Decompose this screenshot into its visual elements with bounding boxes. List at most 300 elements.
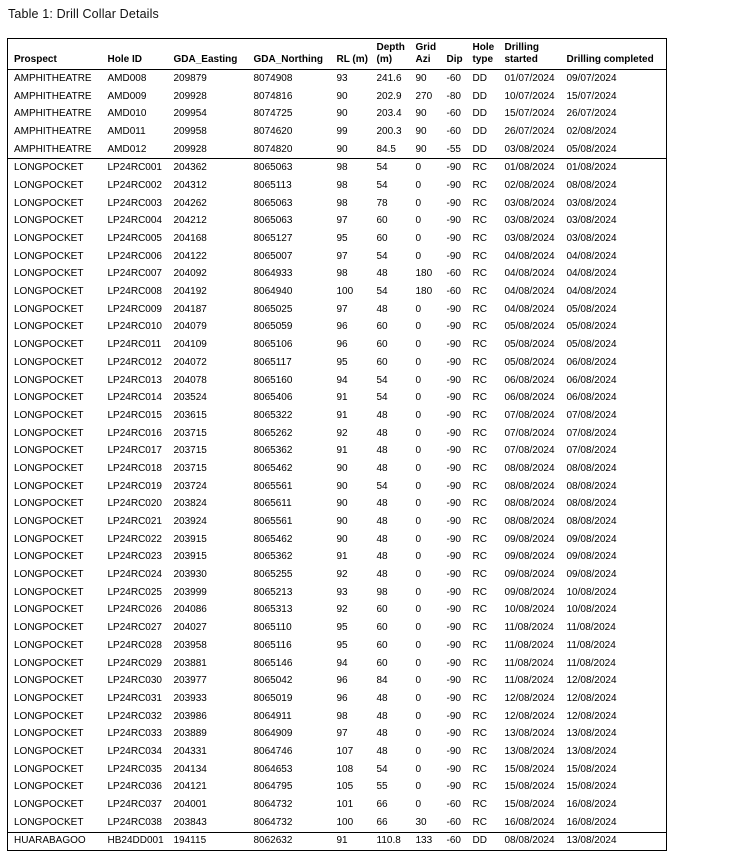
cell-hole-id: LP24RC026: [107, 604, 162, 616]
cell-depth-m: 54: [376, 250, 388, 262]
table-row: [8, 814, 667, 832]
drill-collar-table: [7, 38, 667, 851]
cell-gda-easting: 204192: [173, 286, 207, 298]
cell-drilling-completed: 08/08/2024: [566, 480, 617, 492]
cell-drilling-completed: 13/08/2024: [566, 745, 617, 757]
cell-hole-type: RC: [472, 392, 487, 404]
cell-hole-id: LP24RC017: [107, 445, 162, 457]
cell-hole-type: RC: [472, 427, 487, 439]
cell-dip: -90: [446, 551, 461, 563]
cell-gda-easting: 204086: [173, 604, 207, 616]
cell-rl-m: 98: [336, 162, 348, 174]
cell-grid-azi: 90: [415, 72, 427, 84]
cell-dip: -90: [446, 321, 461, 333]
cell-drilling-started: 12/08/2024: [504, 710, 555, 722]
table-row: [8, 531, 667, 549]
cell-gda-northing: 8074725: [253, 108, 293, 120]
cell-depth-m: 60: [376, 233, 388, 245]
cell-drilling-completed: 04/08/2024: [566, 250, 617, 262]
cell-rl-m: 91: [336, 409, 348, 421]
cell-hole-type: RC: [472, 233, 487, 245]
cell-depth-m: 60: [376, 622, 388, 634]
cell-drilling-started: 12/08/2024: [504, 692, 555, 704]
cell-grid-azi: 0: [415, 392, 422, 404]
cell-dip: -60: [446, 268, 461, 280]
cell-depth-m: 60: [376, 356, 388, 368]
cell-gda-northing: 8065063: [253, 197, 293, 209]
cell-grid-azi: 0: [415, 233, 422, 245]
cell-prospect: LONGPOCKET: [14, 586, 84, 598]
cell-dip: -90: [446, 462, 461, 474]
cell-hole-type: RC: [472, 162, 487, 174]
column-header-rl-m: RL (m): [331, 39, 371, 70]
cell-gda-northing: 8074908: [253, 72, 293, 84]
cell-gda-northing: 8065462: [253, 533, 293, 545]
cell-hole-id: LP24RC019: [107, 480, 162, 492]
cell-dip: -90: [446, 303, 461, 315]
table-row: [8, 496, 667, 514]
table-row: [8, 549, 667, 567]
cell-drilling-completed: 09/08/2024: [566, 569, 617, 581]
cell-hole-id: LP24RC036: [107, 781, 162, 793]
cell-gda-northing: 8064732: [253, 799, 293, 811]
cell-gda-northing: 8065262: [253, 427, 293, 439]
cell-drilling-started: 03/08/2024: [504, 215, 555, 227]
cell-hole-type: RC: [472, 745, 487, 757]
cell-grid-azi: 0: [415, 799, 422, 811]
cell-grid-azi: 0: [415, 162, 422, 174]
cell-depth-m: 48: [376, 710, 388, 722]
cell-hole-type: RC: [472, 763, 487, 775]
cell-grid-azi: 0: [415, 516, 422, 528]
table-row: [8, 796, 667, 814]
cell-depth-m: 203.4: [376, 108, 402, 120]
cell-drilling-started: 07/08/2024: [504, 409, 555, 421]
cell-rl-m: 97: [336, 728, 348, 740]
cell-hole-type: RC: [472, 657, 487, 669]
cell-gda-easting: 204121: [173, 781, 207, 793]
cell-gda-northing: 8065362: [253, 551, 293, 563]
cell-drilling-started: 15/07/2024: [504, 108, 555, 120]
cell-gda-easting: 204122: [173, 250, 207, 262]
cell-hole-type: RC: [472, 303, 487, 315]
cell-prospect: LONGPOCKET: [14, 286, 84, 298]
cell-dip: -90: [446, 392, 461, 404]
cell-prospect: LONGPOCKET: [14, 799, 84, 811]
cell-prospect: AMPHITHEATRE: [8, 141, 102, 159]
cell-gda-easting: 204262: [173, 197, 207, 209]
cell-gda-easting: 209954: [173, 108, 207, 120]
cell-grid-azi: 0: [415, 622, 422, 634]
cell-rl-m: 90: [336, 516, 348, 528]
cell-gda-easting: 204134: [173, 763, 207, 775]
cell-drilling-completed: 10/08/2024: [566, 604, 617, 616]
cell-dip: -90: [446, 639, 461, 651]
cell-gda-northing: 8065042: [253, 675, 293, 687]
cell-depth-m: 66: [376, 799, 388, 811]
cell-gda-northing: 8064933: [253, 268, 293, 280]
cell-drilling-started: 08/08/2024: [504, 462, 555, 474]
cell-depth-m: 48: [376, 533, 388, 545]
cell-dip: -90: [446, 409, 461, 421]
cell-grid-azi: 30: [410, 814, 441, 832]
cell-hole-type: RC: [472, 728, 487, 740]
cell-dip: -90: [446, 516, 461, 528]
cell-drilling-started: 05/08/2024: [504, 321, 555, 333]
cell-prospect: LONGPOCKET: [14, 197, 84, 209]
cell-prospect: LONGPOCKET: [14, 233, 84, 245]
cell-prospect: LONGPOCKET: [14, 179, 84, 191]
cell-depth-m: 84: [376, 675, 388, 687]
cell-grid-azi: 0: [415, 498, 422, 510]
cell-depth-m: 78: [376, 197, 388, 209]
cell-drilling-completed: 08/08/2024: [566, 498, 617, 510]
cell-depth-m: 54: [376, 480, 388, 492]
cell-drilling-completed: 03/08/2024: [566, 233, 617, 245]
cell-dip: -90: [446, 356, 461, 368]
cell-hole-type: RC: [472, 286, 487, 298]
column-header-prospect: Prospect: [8, 39, 102, 70]
cell-dip: -90: [446, 215, 461, 227]
cell-drilling-completed: 07/08/2024: [566, 445, 617, 457]
cell-hole-id: LP24RC032: [107, 710, 162, 722]
cell-prospect: LONGPOCKET: [14, 622, 84, 634]
cell-rl-m: 92: [336, 427, 348, 439]
cell-hole-type: DD: [472, 90, 487, 102]
cell-drilling-started: 06/08/2024: [504, 392, 555, 404]
cell-grid-azi: 90: [415, 108, 427, 120]
cell-prospect: LONGPOCKET: [14, 533, 84, 545]
cell-gda-northing: 8065146: [253, 657, 293, 669]
cell-drilling-started: 04/08/2024: [504, 250, 555, 262]
cell-gda-easting: 204362: [173, 162, 207, 174]
cell-prospect: LONGPOCKET: [14, 657, 84, 669]
cell-hole-id: LP24RC031: [107, 692, 162, 704]
cell-hole-type: RC: [472, 215, 487, 227]
cell-drilling-completed: 09/08/2024: [566, 533, 617, 545]
cell-gda-northing: 8065106: [253, 339, 293, 351]
cell-prospect: LONGPOCKET: [14, 551, 84, 563]
cell-prospect: LONGPOCKET: [14, 445, 84, 457]
cell-gda-northing: 8065007: [253, 250, 293, 262]
cell-gda-easting: 203924: [173, 516, 207, 528]
cell-drilling-started: 13/08/2024: [504, 728, 555, 740]
cell-depth-m: 54: [376, 286, 388, 298]
cell-gda-northing: 8064795: [253, 781, 293, 793]
cell-grid-azi: 0: [415, 604, 422, 616]
table-caption: Table 1: Drill Collar Details: [8, 7, 159, 21]
cell-gda-northing: 8065561: [253, 516, 293, 528]
cell-rl-m: 90: [336, 480, 348, 492]
cell-gda-northing: 8065019: [253, 692, 293, 704]
cell-gda-easting: 203999: [173, 586, 207, 598]
cell-rl-m: 97: [336, 215, 348, 227]
cell-drilling-completed: 05/08/2024: [566, 339, 617, 351]
cell-depth-m: 48: [376, 516, 388, 528]
cell-rl-m: 100: [336, 286, 354, 298]
cell-drilling-completed: 16/08/2024: [566, 799, 617, 811]
cell-gda-easting: 203824: [173, 498, 207, 510]
cell-drilling-started: 09/08/2024: [504, 551, 555, 563]
cell-gda-easting: 204092: [173, 268, 207, 280]
cell-gda-northing: 8064909: [253, 728, 293, 740]
cell-drilling-completed: 13/08/2024: [561, 832, 667, 851]
cell-depth-m: 48: [376, 728, 388, 740]
cell-gda-easting: 204168: [173, 233, 207, 245]
cell-drilling-started: 15/08/2024: [504, 781, 555, 793]
cell-depth-m: 54: [376, 179, 388, 191]
table-row: [8, 425, 667, 443]
cell-dip: -90: [446, 781, 461, 793]
cell-hole-type: DD: [467, 141, 499, 159]
cell-rl-m: 100: [331, 814, 371, 832]
cell-rl-m: 98: [336, 710, 348, 722]
cell-dip: -55: [441, 141, 467, 159]
cell-grid-azi: 0: [415, 179, 422, 191]
cell-prospect: LONGPOCKET: [14, 710, 84, 722]
cell-grid-azi: 0: [415, 745, 422, 757]
table-row: [8, 672, 667, 690]
cell-prospect: LONGPOCKET: [14, 339, 84, 351]
cell-drilling-completed: 02/08/2024: [566, 125, 617, 137]
table-row: [8, 761, 667, 779]
cell-hole-id: LP24RC021: [107, 516, 162, 528]
cell-drilling-started: 01/07/2024: [504, 72, 555, 84]
cell-hole-type: RC: [472, 250, 487, 262]
cell-drilling-started: 02/08/2024: [504, 179, 555, 191]
column-header-gda-northing: GDA_Northing: [248, 39, 331, 70]
cell-dip: -90: [446, 745, 461, 757]
cell-dip: -90: [446, 197, 461, 209]
cell-depth-m: 200.3: [376, 125, 402, 137]
cell-depth-m: 60: [376, 339, 388, 351]
cell-gda-northing: 8065117: [253, 356, 292, 368]
table-body: [8, 70, 667, 851]
cell-rl-m: 96: [336, 675, 348, 687]
cell-grid-azi: 0: [415, 445, 422, 457]
cell-gda-northing: 8065063: [253, 162, 293, 174]
cell-hole-id: AMD012: [102, 141, 168, 159]
cell-grid-azi: 133: [410, 832, 441, 851]
cell-rl-m: 95: [336, 356, 348, 368]
cell-drilling-started: 03/08/2024: [504, 197, 555, 209]
cell-drilling-started: 03/08/2024: [499, 141, 561, 159]
cell-drilling-started: 11/08/2024: [504, 639, 554, 651]
cell-hole-id: LP24RC027: [107, 622, 162, 634]
cell-drilling-started: 07/08/2024: [504, 445, 555, 457]
cell-drilling-completed: 01/08/2024: [566, 162, 617, 174]
cell-dip: -90: [446, 710, 461, 722]
cell-drilling-started: 09/08/2024: [504, 586, 555, 598]
cell-dip: -90: [446, 233, 461, 245]
cell-drilling-completed: 15/08/2024: [566, 781, 617, 793]
cell-grid-azi: 0: [415, 321, 422, 333]
cell-depth-m: 60: [376, 657, 388, 669]
cell-hole-id: LP24RC011: [107, 339, 162, 351]
cell-prospect: HUARABAGOO: [8, 832, 102, 851]
table-row: [8, 213, 667, 231]
table-row: [8, 442, 667, 460]
cell-prospect: LONGPOCKET: [14, 356, 84, 368]
cell-drilling-started: 06/08/2024: [504, 374, 555, 386]
cell-gda-northing: 8074620: [253, 125, 293, 137]
table-row: [8, 266, 667, 284]
cell-drilling-started: 11/08/2024: [504, 675, 554, 687]
cell-drilling-started: 04/08/2024: [504, 286, 555, 298]
cell-dip: -90: [446, 250, 461, 262]
cell-hole-id: AMD008: [107, 72, 147, 84]
cell-gda-northing: 8074816: [253, 90, 293, 102]
cell-gda-easting: 203915: [173, 533, 207, 545]
cell-drilling-started: 09/08/2024: [504, 533, 555, 545]
cell-depth-m: 48: [376, 551, 388, 563]
table-row: [8, 195, 667, 213]
table-row: [8, 354, 667, 372]
cell-drilling-started: 08/08/2024: [504, 516, 555, 528]
cell-drilling-completed: 12/08/2024: [566, 692, 617, 704]
cell-dip: -90: [446, 604, 461, 616]
cell-gda-northing: 8065561: [253, 480, 293, 492]
cell-hole-type: RC: [472, 639, 487, 651]
cell-gda-easting: 203986: [173, 710, 207, 722]
cell-rl-m: 96: [336, 692, 348, 704]
cell-prospect: LONGPOCKET: [14, 162, 84, 174]
table-row: [8, 177, 667, 195]
cell-gda-easting: 203724: [173, 480, 207, 492]
cell-prospect: LONGPOCKET: [14, 268, 84, 280]
cell-drilling-started: 08/08/2024: [499, 832, 561, 851]
cell-dip: -90: [446, 339, 461, 351]
cell-hole-id: LP24RC005: [107, 233, 162, 245]
column-header-gda-easting: GDA_Easting: [168, 39, 248, 70]
cell-hole-type: RC: [472, 480, 487, 492]
cell-hole-id: LP24RC004: [107, 215, 162, 227]
cell-prospect: AMPHITHEATRE: [14, 90, 92, 102]
cell-depth-m: 60: [376, 321, 388, 333]
cell-hole-type: RC: [472, 622, 487, 634]
cell-prospect: LONGPOCKET: [14, 763, 84, 775]
cell-dip: -90: [446, 622, 461, 634]
cell-drilling-completed: 09/07/2024: [566, 72, 617, 84]
cell-rl-m: 98: [336, 197, 348, 209]
cell-rl-m: 105: [336, 781, 354, 793]
cell-rl-m: 97: [336, 250, 348, 262]
cell-drilling-completed: 06/08/2024: [566, 374, 617, 386]
cell-gda-northing: 8064653: [253, 763, 293, 775]
cell-hole-id: LP24RC028: [107, 639, 162, 651]
cell-prospect: LONGPOCKET: [14, 427, 84, 439]
cell-dip: -90: [446, 445, 461, 457]
cell-gda-northing: 8065160: [253, 374, 293, 386]
cell-hole-type: RC: [472, 321, 487, 333]
cell-dip: -60: [441, 832, 467, 851]
cell-grid-azi: 180: [415, 286, 433, 298]
cell-drilling-started: 08/08/2024: [504, 498, 555, 510]
cell-depth-m: 48: [376, 462, 388, 474]
cell-gda-easting: 203715: [173, 462, 207, 474]
cell-dip: -60: [441, 814, 467, 832]
table-row: [8, 407, 667, 425]
cell-drilling-completed: 04/08/2024: [566, 268, 617, 280]
cell-drilling-completed: 05/08/2024: [566, 321, 617, 333]
cell-drilling-completed: 03/08/2024: [566, 197, 617, 209]
cell-gda-easting: 203843: [168, 814, 248, 832]
cell-grid-azi: 0: [415, 427, 422, 439]
cell-grid-azi: 0: [415, 356, 422, 368]
cell-drilling-started: 08/08/2024: [504, 480, 555, 492]
column-header-hole-id: Hole ID: [102, 39, 168, 70]
cell-grid-azi: 0: [415, 728, 422, 740]
cell-grid-azi: 0: [415, 339, 422, 351]
cell-prospect: LONGPOCKET: [14, 639, 84, 651]
cell-grid-azi: 90: [415, 125, 427, 137]
cell-drilling-started: 05/08/2024: [504, 339, 555, 351]
cell-hole-id: LP24RC003: [107, 197, 162, 209]
cell-grid-azi: 90: [410, 141, 441, 159]
cell-dip: -90: [446, 569, 461, 581]
cell-gda-northing: 8064940: [253, 286, 293, 298]
cell-hole-type: RC: [472, 710, 487, 722]
cell-depth-m: 66: [371, 814, 410, 832]
cell-dip: -90: [446, 692, 461, 704]
cell-dip: -90: [446, 763, 461, 775]
cell-drilling-completed: 13/08/2024: [566, 728, 617, 740]
cell-gda-northing: 8065313: [253, 604, 293, 616]
cell-hole-type: RC: [472, 781, 487, 793]
cell-gda-northing: 8065116: [253, 639, 292, 651]
cell-gda-northing: 8064732: [248, 814, 331, 832]
cell-rl-m: 107: [336, 745, 354, 757]
cell-prospect: LONGPOCKET: [14, 498, 84, 510]
cell-hole-id: LP24RC024: [107, 569, 162, 581]
cell-drilling-completed: 07/08/2024: [566, 409, 617, 421]
table-row: [8, 88, 667, 106]
cell-gda-easting: 203715: [173, 427, 207, 439]
cell-rl-m: 90: [331, 141, 371, 159]
table-row: [8, 584, 667, 602]
cell-rl-m: 95: [336, 639, 348, 651]
cell-prospect: LONGPOCKET: [14, 374, 84, 386]
cell-gda-easting: 203930: [173, 569, 207, 581]
table-row: [8, 283, 667, 301]
table-row: [8, 602, 667, 620]
cell-prospect: LONGPOCKET: [14, 781, 84, 793]
cell-drilling-completed: 11/08/2024: [566, 657, 616, 669]
cell-grid-azi: 180: [415, 268, 433, 280]
cell-hole-type: RC: [472, 498, 487, 510]
cell-hole-id: LP24RC009: [107, 303, 162, 315]
cell-prospect: LONGPOCKET: [14, 250, 84, 262]
cell-drilling-started: 11/08/2024: [504, 622, 554, 634]
cell-drilling-completed: 03/08/2024: [566, 215, 617, 227]
table-row: [8, 372, 667, 390]
cell-dip: -90: [446, 498, 461, 510]
cell-gda-easting: 203889: [173, 728, 207, 740]
cell-rl-m: 91: [336, 445, 348, 457]
cell-gda-easting: 204212: [173, 215, 207, 227]
cell-drilling-completed: 06/08/2024: [566, 392, 617, 404]
cell-drilling-completed: 11/08/2024: [566, 639, 616, 651]
cell-prospect: AMPHITHEATRE: [14, 72, 92, 84]
cell-prospect: LONGPOCKET: [14, 321, 84, 333]
cell-grid-azi: 0: [415, 763, 422, 775]
cell-drilling-completed: 08/08/2024: [566, 462, 617, 474]
cell-depth-m: 60: [376, 639, 388, 651]
column-header-drilling-started: Drilling started: [499, 39, 561, 70]
cell-dip: -60: [446, 125, 461, 137]
table-row: [8, 159, 667, 177]
cell-drilling-started: 16/08/2024: [499, 814, 561, 832]
